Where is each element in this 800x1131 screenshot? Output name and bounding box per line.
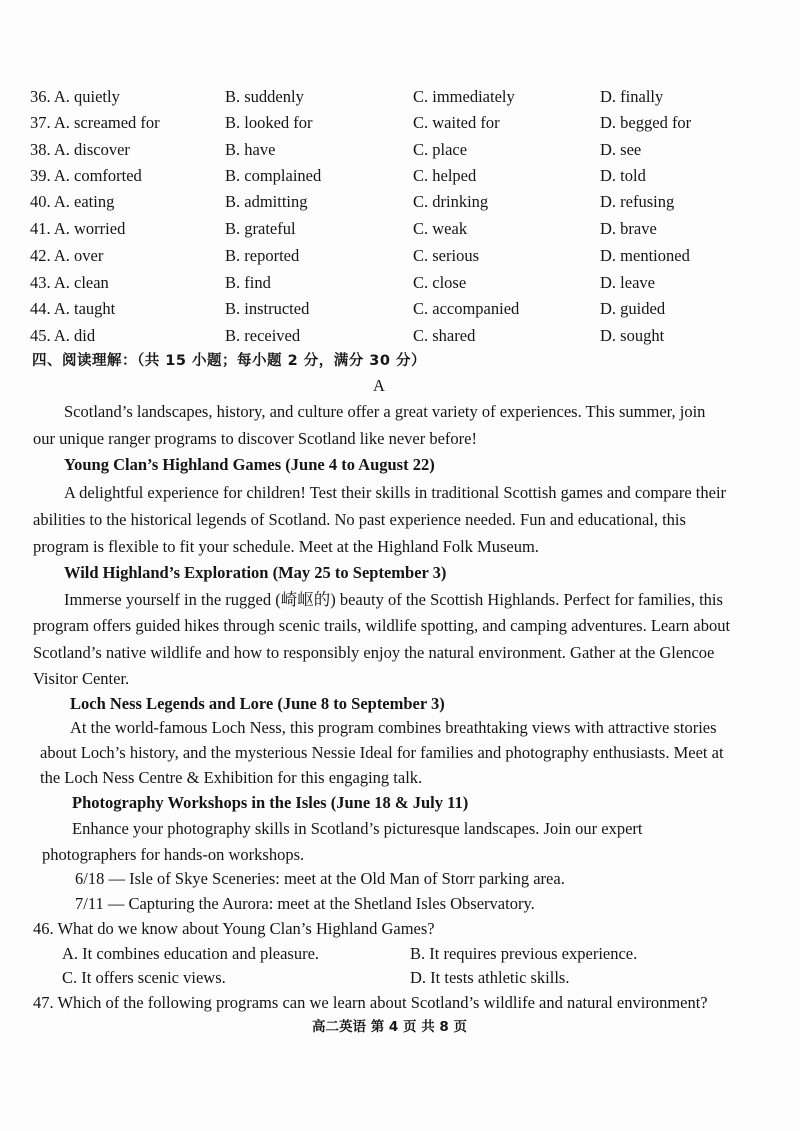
cloze-option: 42. A. over [30, 246, 104, 265]
cloze-option: C. immediately [413, 87, 515, 106]
cloze-option: C. shared [413, 326, 476, 345]
cloze-option: C. accompanied [413, 299, 520, 318]
cloze-option: C. waited for [413, 113, 500, 132]
question-stem: 46. What do we know about Young Clan’s Highland Games? [33, 919, 435, 938]
cloze-option: B. complained [225, 166, 322, 185]
cloze-option: 41. A. worried [30, 219, 126, 238]
cloze-option: B. received [225, 326, 301, 345]
cloze-option: C. serious [413, 246, 479, 265]
cloze-option: C. drinking [413, 192, 489, 211]
program-line: At the world-famous Loch Ness, this program combines breathtaking views with attractive stories [70, 718, 717, 737]
answer-option: A. It combines education and pleasure. [62, 944, 320, 963]
program-line: photographers for hands-on workshops. [42, 845, 305, 864]
program-line: program is flexible to fit your schedule. Meet at the Highland Folk Museum. [33, 537, 539, 556]
cloze-option: B. looked for [225, 113, 313, 132]
answer-option: C. It offers scenic views. [62, 968, 226, 987]
cloze-option: 44. A. taught [30, 299, 116, 318]
answer-option: B. It requires previous experience. [410, 944, 638, 963]
program-line: Immerse yourself in the rugged (崎岖的) beauty of the Scottish Highlands. Perfect for families, this [64, 590, 723, 609]
cloze-option: B. instructed [225, 299, 310, 318]
cloze-option: D. begged for [600, 113, 692, 132]
cloze-option: 39. A. comforted [30, 166, 142, 185]
cloze-option: C. close [413, 273, 467, 292]
cloze-option: 45. A. did [30, 326, 96, 345]
section-heading: 四、阅读理解：（共 15 小题；每小题 2 分，满分 30 分） [32, 353, 426, 369]
intro-line: Scotland’s landscapes, history, and culture offer a great variety of experiences. This summer, join [64, 402, 706, 421]
cloze-option: 43. A. clean [30, 273, 109, 292]
program-line: Visitor Center. [33, 669, 130, 688]
program-line: Scotland’s native wildlife and how to responsibly enjoy the natural environment. Gather at the Glencoe [33, 643, 715, 662]
cloze-option: 40. A. eating [30, 192, 115, 211]
answer-option: D. It tests athletic skills. [410, 968, 570, 987]
program-line: Enhance your photography skills in Scotland’s picturesque landscapes. Join our expert [72, 819, 643, 838]
program-title: Young Clan’s Highland Games (June 4 to August 22) [64, 455, 435, 474]
cloze-option: B. find [225, 273, 271, 292]
cloze-option: D. finally [600, 87, 664, 106]
cloze-option: B. reported [225, 246, 300, 265]
program-title: Loch Ness Legends and Lore (June 8 to September 3) [70, 694, 445, 713]
cloze-option: D. refusing [600, 192, 675, 211]
cloze-option: B. have [225, 140, 276, 159]
cloze-option: B. suddenly [225, 87, 304, 106]
workshop-item: 7/11 — Capturing the Aurora: meet at the Shetland Isles Observatory. [75, 894, 535, 913]
cloze-option: B. grateful [225, 219, 296, 238]
program-title: Photography Workshops in the Isles (June 18 & July 11) [72, 793, 469, 812]
cloze-option: C. place [413, 140, 468, 159]
cloze-option: 38. A. discover [30, 140, 130, 159]
passage-label: A [373, 376, 385, 395]
program-title: Wild Highland’s Exploration (May 25 to September 3) [64, 563, 447, 582]
program-line: program offers guided hikes through scenic trails, wildlife spotting, and camping adventures. Learn about [33, 616, 731, 635]
cloze-option: D. see [600, 140, 642, 159]
cloze-option: C. weak [413, 219, 468, 238]
cloze-option: D. sought [600, 326, 665, 345]
program-line: about Loch’s history, and the mysterious Nessie Ideal for families and photography enthusiasts. Meet at [40, 743, 724, 762]
program-line: A delightful experience for children! Test their skills in traditional Scottish games and compare their [64, 483, 727, 502]
cloze-option: D. told [600, 166, 646, 185]
program-line: abilities to the historical legends of Scotland. No past experience needed. Fun and educational, this [33, 510, 686, 529]
question-stem: 47. Which of the following programs can we learn about Scotland’s wildlife and natural environment? [33, 993, 708, 1012]
cloze-option: C. helped [413, 166, 477, 185]
cloze-option: D. leave [600, 273, 655, 292]
cloze-option: 37. A. screamed for [30, 113, 160, 132]
intro-line: our unique ranger programs to discover Scotland like never before! [33, 429, 477, 448]
cloze-option: D. guided [600, 299, 666, 318]
workshop-item: 6/18 — Isle of Skye Sceneries: meet at the Old Man of Storr parking area. [75, 869, 565, 888]
program-line: the Loch Ness Centre & Exhibition for this engaging talk. [40, 768, 423, 787]
cloze-option: D. brave [600, 219, 657, 238]
cloze-option: D. mentioned [600, 246, 690, 265]
cloze-option: 36. A. quietly [30, 87, 120, 106]
cloze-option: B. admitting [225, 192, 308, 211]
page-footer: 高二英语 第 4 页 共 8 页 [312, 1019, 467, 1035]
